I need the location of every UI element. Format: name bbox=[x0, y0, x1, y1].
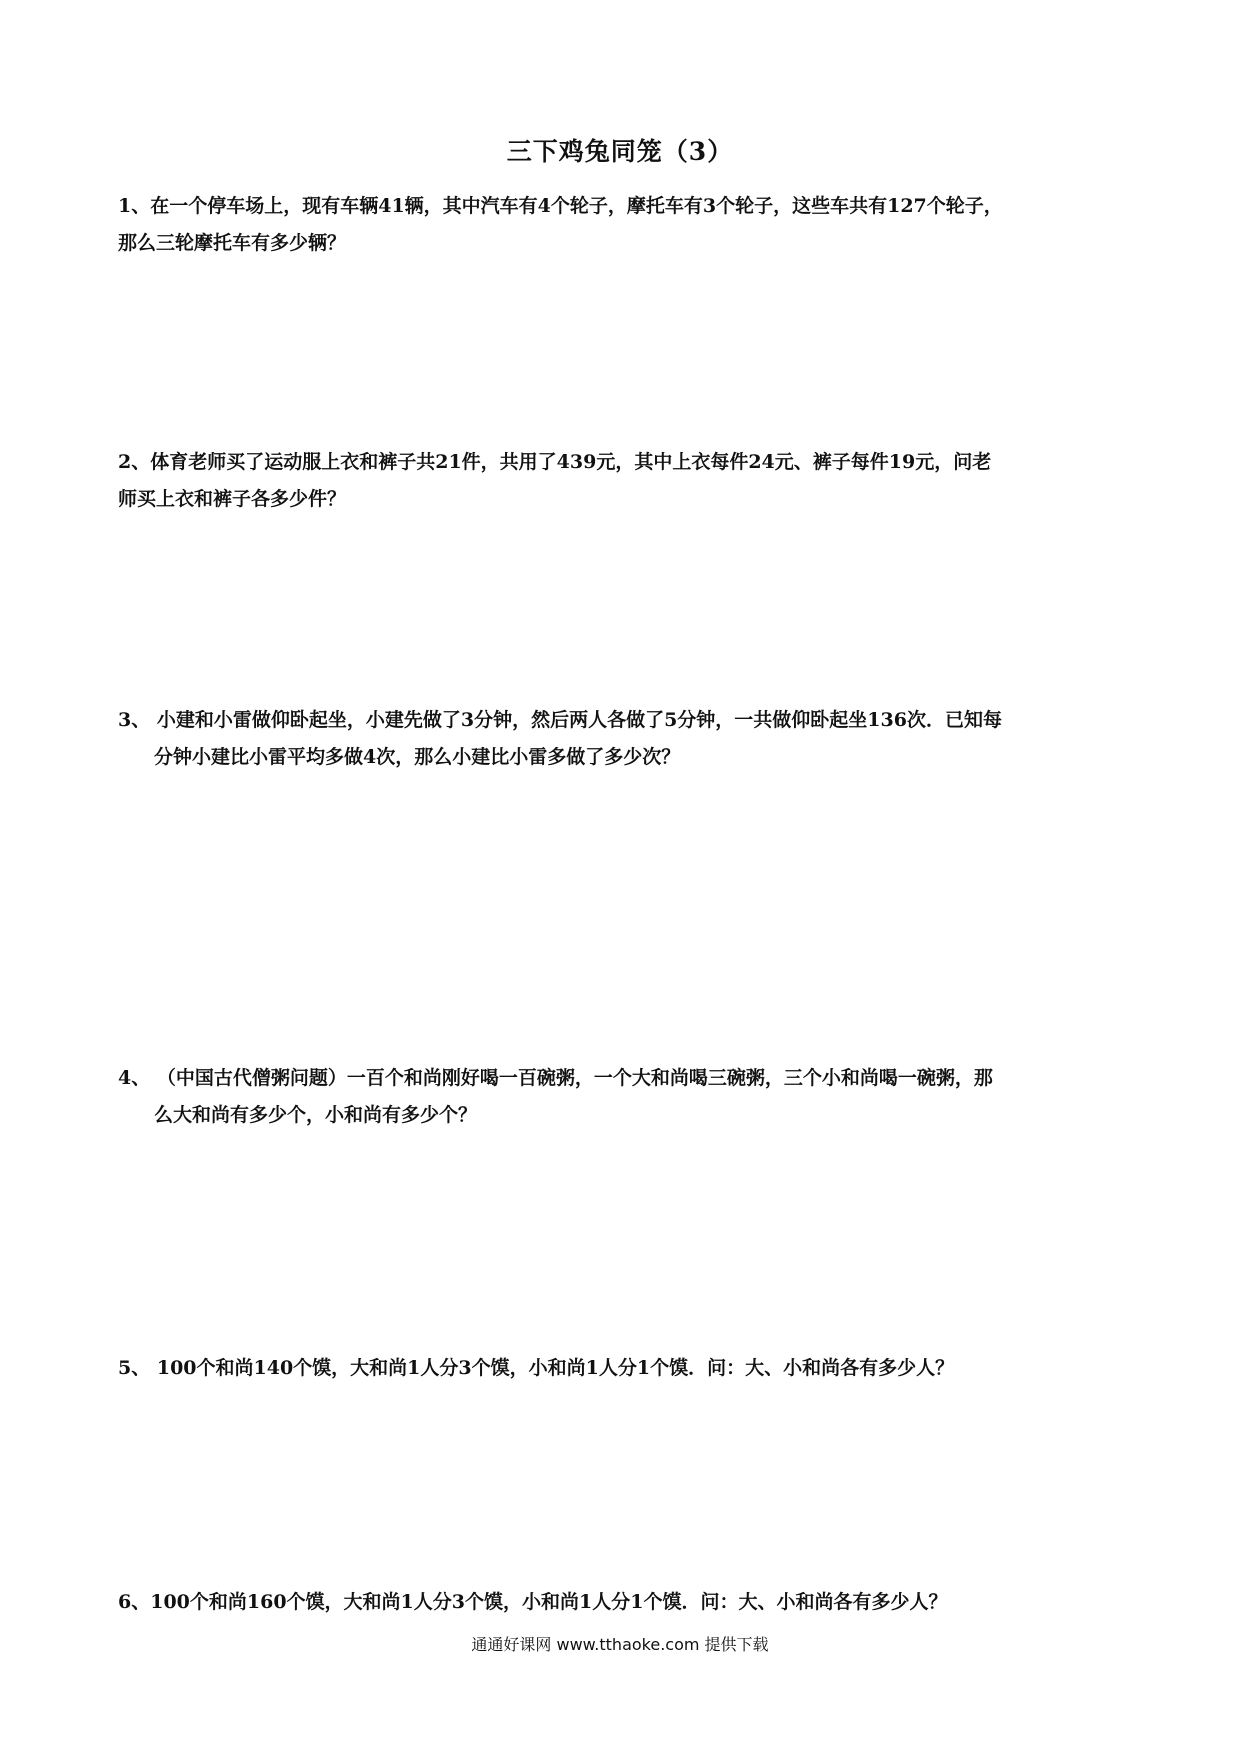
question-1-line2: 那么三轮摩托车有多少辆？ bbox=[118, 232, 347, 254]
question-4 bbox=[118, 1060, 1128, 1134]
question-3 bbox=[118, 702, 1128, 776]
question-2-line2: 师买上衣和裤子各多少件？ bbox=[118, 488, 347, 510]
question-text: 体育老师买了运动服上衣和裤子共21件，共用了439元，其中上衣每件24元、裤子每件19元，问老 bbox=[150, 451, 992, 473]
question-3-line1 bbox=[118, 702, 1128, 739]
question-3-line2: 分钟小建比小雷平均多做4次，那么小建比小雷多做了多少次？ bbox=[154, 746, 681, 768]
question-number: 6、 bbox=[118, 1591, 151, 1613]
question-text: 100个和尚160个馍，大和尚1人分3个馍，小和尚1人分1个馍．问：大、小和尚各有多少人？ bbox=[150, 1591, 948, 1613]
question-number: 1、 bbox=[118, 195, 151, 217]
question-text: 100个和尚140个馍，大和尚1人分3个馍，小和尚1人分1个馍．问：大、小和尚各有多少人？ bbox=[156, 1357, 955, 1379]
question-number: 4、 bbox=[118, 1067, 151, 1089]
worksheet-title: 三下鸡兔同笼（3） bbox=[506, 137, 734, 166]
question-number: 5、 bbox=[118, 1357, 151, 1379]
question-2 bbox=[118, 444, 1128, 518]
question-5-line1 bbox=[118, 1350, 1128, 1387]
question-6-line1 bbox=[118, 1584, 1128, 1621]
question-text: 在一个停车场上，现有车辆41辆，其中汽车有4个轮子，摩托车有3个轮子，这些车共有127个轮子， bbox=[150, 195, 1003, 217]
question-6 bbox=[118, 1584, 1128, 1621]
question-number: 2、 bbox=[118, 451, 151, 473]
question-1-line1 bbox=[118, 188, 1128, 225]
question-5 bbox=[118, 1350, 1128, 1387]
question-4-line1 bbox=[118, 1060, 1128, 1097]
question-1 bbox=[118, 188, 1128, 262]
question-2-line1 bbox=[118, 444, 1128, 481]
question-text: （中国古代僧粥问题）一百个和尚刚好喝一百碗粥，一个大和尚喝三碗粥，三个小和尚喝一碗粥，那 bbox=[156, 1067, 993, 1089]
footer-source: 通通好课网 www.tthaoke.com 提供下载 bbox=[471, 1635, 769, 1654]
question-number: 3、 bbox=[118, 709, 151, 731]
question-4-line2: 么大和尚有多少个，小和尚有多少个？ bbox=[154, 1104, 478, 1126]
question-text: 小建和小雷做仰卧起坐，小建先做了3分钟，然后两人各做了5分钟，一共做仰卧起坐136次．已知每 bbox=[156, 709, 1002, 731]
